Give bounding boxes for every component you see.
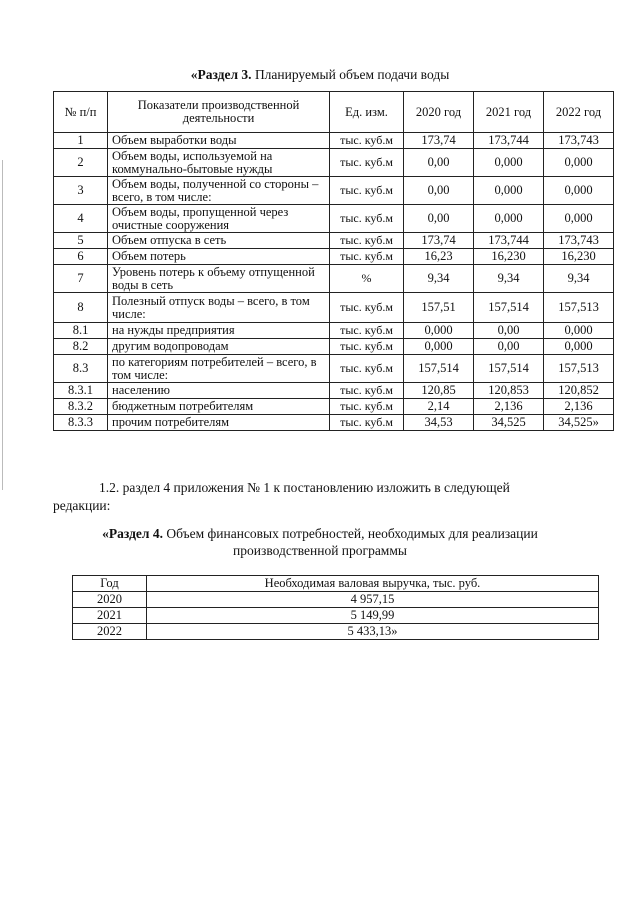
row-2022: 0,000: [544, 149, 614, 177]
row-unit: тыс. куб.м: [330, 177, 404, 205]
row-revenue: 5 149,99: [147, 608, 599, 624]
row-num: 8.3.3: [54, 415, 108, 431]
table-row: [54, 355, 614, 383]
row-num: 1: [54, 133, 108, 149]
table-row: [73, 608, 599, 624]
row-2022: 34,525»: [544, 415, 614, 431]
row-unit: %: [330, 265, 404, 293]
row-name: Объем воды, используемой на коммунально-бытовые нужды: [108, 149, 330, 177]
row-name: по категориям потребителей – всего, в том числе:: [108, 355, 330, 383]
row-2020: 0,00: [404, 205, 474, 233]
row-unit: тыс. куб.м: [330, 399, 404, 415]
row-2020: 157,51: [404, 293, 474, 323]
row-num: 8.2: [54, 339, 108, 355]
table-header-row: [54, 92, 614, 133]
row-name: на нужды предприятия: [108, 323, 330, 339]
row-2020: 2,14: [404, 399, 474, 415]
section3-table: [53, 91, 614, 431]
table-row: [73, 624, 599, 640]
row-2022: 2,136: [544, 399, 614, 415]
row-num: 2: [54, 149, 108, 177]
row-2020: 0,00: [404, 149, 474, 177]
header-num: № п/п: [54, 92, 108, 133]
row-2022: 0,000: [544, 177, 614, 205]
row-unit: тыс. куб.м: [330, 323, 404, 339]
row-2021: 2,136: [474, 399, 544, 415]
table-row: [54, 177, 614, 205]
row-2021: 9,34: [474, 265, 544, 293]
row-unit: тыс. куб.м: [330, 415, 404, 431]
row-2020: 173,74: [404, 233, 474, 249]
row-2022: 16,230: [544, 249, 614, 265]
row-num: 6: [54, 249, 108, 265]
row-2020: 0,00: [404, 177, 474, 205]
row-2021: 157,514: [474, 293, 544, 323]
row-unit: тыс. куб.м: [330, 383, 404, 399]
row-name: населению: [108, 383, 330, 399]
row-2021: 0,000: [474, 205, 544, 233]
row-2021: 0,000: [474, 149, 544, 177]
row-2020: 0,000: [404, 323, 474, 339]
row-num: 8.3.2: [54, 399, 108, 415]
row-name: бюджетным потребителям: [108, 399, 330, 415]
row-unit: тыс. куб.м: [330, 205, 404, 233]
row-name: Объем потерь: [108, 249, 330, 265]
table-row: [54, 339, 614, 355]
row-2021: 173,744: [474, 133, 544, 149]
table-row: [54, 383, 614, 399]
row-2020: 34,53: [404, 415, 474, 431]
row-num: 7: [54, 265, 108, 293]
row-2020: 0,000: [404, 339, 474, 355]
row-2020: 173,74: [404, 133, 474, 149]
row-unit: тыс. куб.м: [330, 339, 404, 355]
row-2020: 9,34: [404, 265, 474, 293]
table-row: [54, 133, 614, 149]
row-revenue: 5 433,13»: [147, 624, 599, 640]
section3-title-bold: «Раздел 3.: [190, 67, 252, 82]
row-2021: 120,853: [474, 383, 544, 399]
row-2021: 34,525: [474, 415, 544, 431]
table-row: [54, 233, 614, 249]
section4-table: [72, 575, 599, 640]
header-2022: 2022 год: [544, 92, 614, 133]
table-row: [73, 592, 599, 608]
section4-title-bold: «Раздел 4.: [102, 526, 163, 541]
row-2022: 157,513: [544, 293, 614, 323]
row-2021: 16,230: [474, 249, 544, 265]
row-2022: 173,743: [544, 133, 614, 149]
row-unit: тыс. куб.м: [330, 149, 404, 177]
row-2022: 0,000: [544, 323, 614, 339]
row-num: 3: [54, 177, 108, 205]
paragraph-1-2-cont: редакции:: [53, 498, 111, 513]
table-row: [54, 205, 614, 233]
table-row: [54, 249, 614, 265]
row-name: Объем воды, пропущенной через очистные сооружения: [108, 205, 330, 233]
table-row: [54, 323, 614, 339]
row-name: Объем выработки воды: [108, 133, 330, 149]
header-2020: 2020 год: [404, 92, 474, 133]
row-2021: 0,000: [474, 177, 544, 205]
section4-title-line2: производственной программы: [233, 543, 407, 558]
header-revenue: Необходимая валовая выручка, тыс. руб.: [147, 576, 599, 592]
row-name: Уровень потерь к объему отпущенной воды в сеть: [108, 265, 330, 293]
row-unit: тыс. куб.м: [330, 133, 404, 149]
row-2020: 120,85: [404, 383, 474, 399]
table-row: [54, 415, 614, 431]
row-name: Объем воды, полученной со стороны – всего, в том числе:: [108, 177, 330, 205]
row-num: 8.3.1: [54, 383, 108, 399]
row-name: прочим потребителям: [108, 415, 330, 431]
paragraph-1-2: 1.2. раздел 4 приложения № 1 к постановлению изложить в следующей: [99, 480, 510, 495]
table-header-row: [73, 576, 599, 592]
section3-title-text: Планируемый объем подачи воды: [251, 67, 450, 82]
row-num: 5: [54, 233, 108, 249]
row-num: 8: [54, 293, 108, 323]
section4-title: [0, 525, 640, 542]
row-name: Полезный отпуск воды – всего, в том числе:: [108, 293, 330, 323]
row-num: 8.3: [54, 355, 108, 383]
table-row: [54, 265, 614, 293]
row-2022: 120,852: [544, 383, 614, 399]
row-2022: 0,000: [544, 339, 614, 355]
row-2022: 157,513: [544, 355, 614, 383]
row-name: Объем отпуска в сеть: [108, 233, 330, 249]
header-year: Год: [73, 576, 147, 592]
row-num: 8.1: [54, 323, 108, 339]
row-year: 2020: [73, 592, 147, 608]
row-2020: 16,23: [404, 249, 474, 265]
section4-title-text: Объем финансовых потребностей, необходимых для реализации: [162, 526, 538, 541]
header-2021: 2021 год: [474, 92, 544, 133]
row-revenue: 4 957,15: [147, 592, 599, 608]
row-unit: тыс. куб.м: [330, 293, 404, 323]
row-num: 4: [54, 205, 108, 233]
row-unit: тыс. куб.м: [330, 355, 404, 383]
header-unit: Ед. изм.: [330, 92, 404, 133]
row-2021: 0,00: [474, 323, 544, 339]
row-name: другим водопроводам: [108, 339, 330, 355]
row-unit: тыс. куб.м: [330, 233, 404, 249]
row-2022: 173,743: [544, 233, 614, 249]
page-edge-mark: [2, 160, 3, 490]
table-row: [54, 399, 614, 415]
table-row: [54, 149, 614, 177]
row-2021: 157,514: [474, 355, 544, 383]
row-year: 2022: [73, 624, 147, 640]
row-2020: 157,514: [404, 355, 474, 383]
section3-title: [0, 66, 640, 83]
header-indicator: Показатели производственной деятельности: [108, 92, 330, 133]
row-2021: 0,00: [474, 339, 544, 355]
row-2022: 0,000: [544, 205, 614, 233]
table-row: [54, 293, 614, 323]
row-year: 2021: [73, 608, 147, 624]
row-2022: 9,34: [544, 265, 614, 293]
row-unit: тыс. куб.м: [330, 249, 404, 265]
row-2021: 173,744: [474, 233, 544, 249]
